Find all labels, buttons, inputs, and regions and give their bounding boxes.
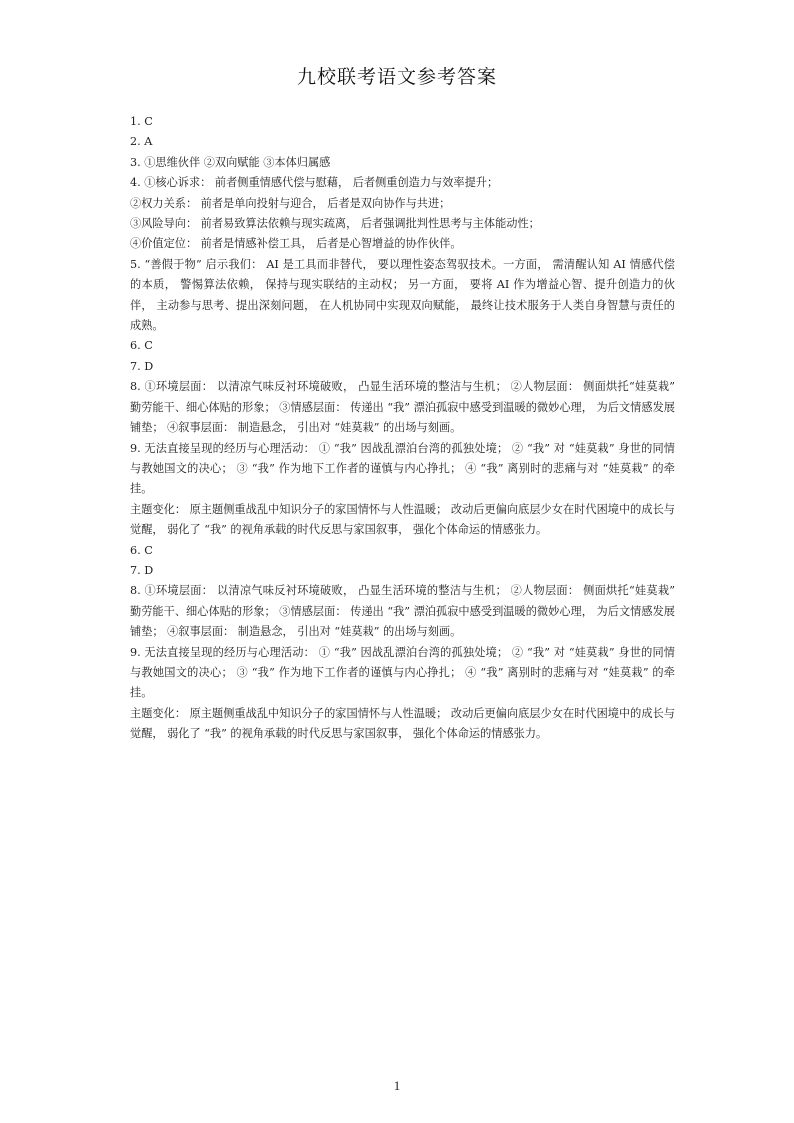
answer-2: 2. A — [130, 135, 153, 149]
answer-8: 8. ①环境层面： 以清凉气味反衬环境破败， 凸显生活环境的整洁与生机； ②人物层面： 侧面烘托“娃莫栽” 勤劳能干、细心体贴的形象； ③情感层面： 传递出 “我” 漂泊孤寂中感受到温暖的微妙心理， 为后文情感发展铺垫； ④叙事层面： 制造悬念， 引出对 “娃莫栽” 的出场与刻画。 — [130, 380, 675, 435]
answer-3: 3. ①思维伙伴 ②双向赋能 ③本体归属感 — [130, 155, 331, 169]
answer-7: 7. D — [130, 359, 154, 373]
answer-9-repeat: 9. 无法直接呈现的经历与心理活动： ① “我” 因战乱漂泊台湾的孤独处境； ② “我” 对 “娃莫栽” 身世的同情与教她国文的决心； ③ “我” 作为地下工作者的谨慎与内心挣扎； ④ “我” 离别时的悲痛与对 “娃莫栽” 的牵挂。 — [130, 645, 675, 700]
answer-5: 5. “善假于物” 启示我们： AI 是工具而非替代， 要以理性姿态驾驭技术。一方面， 需清醒认知 AI 情感代偿的本质， 警惕算法依赖， 保持与现实联结的主动权； 另一方面， 要将 AI 作为增益心智、提升创造力的伙伴， 主动参与思考、提出深刻问题， 在人机协同中实现双向赋能， 最终让技术服务于人类自身智慧与责任的成熟。 — [130, 257, 675, 333]
answer-7-repeat: 7. D — [130, 563, 154, 577]
answer-6: 6. C — [130, 339, 153, 353]
answer-content — [130, 112, 675, 745]
answer-4-power-relation: ②权力关系： 前者是单向投射与迎合， 后者是双向协作与共进； — [130, 196, 451, 210]
answer-1: 1. C — [130, 115, 153, 128]
answer-8-repeat: 8. ①环境层面： 以清凉气味反衬环境破败， 凸显生活环境的整洁与生机； ②人物层面： 侧面烘托“娃莫栽” 勤劳能干、细心体贴的形象； ③情感层面： 传递出 “我” 漂泊孤寂中感受到温暖的微妙心理， 为后文情感发展铺垫； ④叙事层面： 制造悬念， 引出对 “娃莫栽” 的出场与刻画。 — [130, 584, 675, 639]
answer-9-theme-change-repeat: 主题变化： 原主题侧重战乱中知识分子的家国情怀与人性温暖； 改动后更偏向底层少女在时代困境中的成长与觉醒， 弱化了 “我” 的视角承载的时代反思与家国叙事， 强化个体命运的情感张力。 — [130, 706, 675, 741]
page-number: 1 — [393, 1078, 401, 1093]
page-title: 九校联考语文参考答案 — [296, 66, 497, 88]
answer-9: 9. 无法直接呈现的经历与心理活动： ① “我” 因战乱漂泊台湾的孤独处境； ② “我” 对 “娃莫栽” 身世的同情与教她国文的决心； ③ “我” 作为地下工作者的谨慎与内心挣扎； ④ “我” 离别时的悲痛与对 “娃莫栽” 的牵挂。 — [130, 441, 675, 496]
answer-4-value-position: ④价值定位： 前者是情感补偿工具， 后者是心智增益的协作伙伴。 — [130, 237, 462, 251]
answer-4-risk-orientation: ③风险导向： 前者易致算法依赖与现实疏离， 后者强调批判性思考与主体能动性； — [130, 217, 540, 231]
answer-9-theme-change: 主题变化： 原主题侧重战乱中知识分子的家国情怀与人性温暖； 改动后更偏向底层少女在时代困境中的成长与觉醒， 弱化了 “我” 的视角承载的时代反思与家国叙事， 强化个体命运的情感张力。 — [130, 502, 675, 537]
answer-6-repeat: 6. C — [130, 543, 153, 557]
answer-4-core-appeal: 4. ①核心诉求： 前者侧重情感代偿与慰藉， 后者侧重创造力与效率提升； — [130, 176, 499, 190]
